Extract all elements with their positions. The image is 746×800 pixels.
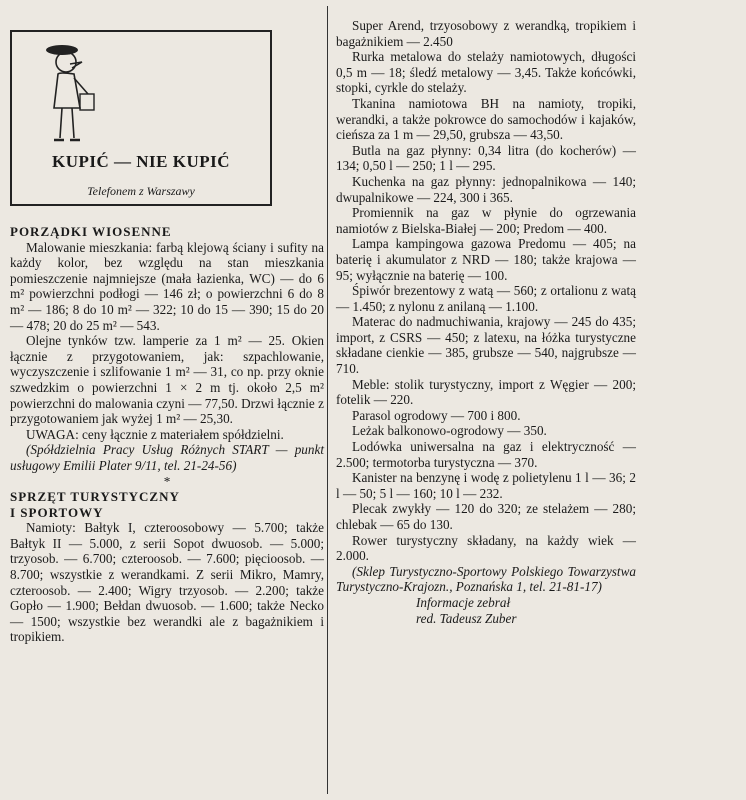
item-deck-chair: Leżak balkonowo-ogrodowy — 350. <box>352 423 547 439</box>
column-divider <box>327 6 328 794</box>
item-gas-heater: Promiennik na gaz w płynie do ogrzewania namiotów z Bielska-Białej — 200; Predom — 400. <box>336 205 636 236</box>
item-air-mattress: Materac do nadmuchiwania, krajowy — 245 do 435; import, z CSRS — 450; z latexu, na łóżka turystyczne składane cienkie — 385, grubsze — 540, najgrubsze — 710. <box>336 314 636 377</box>
item-gas-stove: Kuchenka na gaz płynny: jednopalnikowa — 140; dwupalnikowe — 224, 300 i 365. <box>336 173 636 205</box>
item-camping-lamp: Lampa kampingowa gazowa Predomu — 405; na baterię i akumulator z NRD — 180; także krajowa — 95; wyłącznie na baterię — 100. <box>336 236 636 283</box>
item-super-arend: Super Arend, trzyosobowy z werandką, tropikiem i bagażnikiem — 2.450 <box>336 18 636 49</box>
item-parasol: Parasol ogrodowy — 700 i 800. <box>352 407 521 423</box>
section-heading-tourist-gear-line2: I SPORTOWY <box>10 504 104 520</box>
item-sleeping-bag: Śpiwór brezentowy z watą — 560; z ortalionu z watą — 1.450; z nylonu z anilaną — 1.100. <box>336 283 636 314</box>
item-gas-bottle: Butla na gaz płynny: 0,34 litra (do kocherów) — 134; 0,50 l — 250; 1 l — 295. <box>336 142 636 174</box>
left-column <box>10 0 324 645</box>
item-canister: Kanister na benzynę i wodę z polietylenu 1 l — 36; 2 l — 50; 5 l — 160; 10 l — 232. <box>336 470 636 501</box>
item-metal-tube: Rurka metalowa do stelaży namiotowych, długości 0,5 m — 18; śledź metalowy — 3,45. Także końcówki, stopki, cyrkle do stelaży. <box>336 49 636 96</box>
credit-collected: Informacje zebrał <box>416 594 511 610</box>
column-subtitle: Telefonem z Warszawy <box>87 184 195 198</box>
paragraph-tents: Namioty: Bałtyk I, czteroosobowy — 5.700; także Bałtyk II — 5.000, z serii Sopot dwuosob. — 5.000; trzyosob. — 6.700; czteroosob. — 7.600; pięcioosob. — 8.700; wszystkie z werandkami. Z serii Mikro, Mamry, czteroosob. — 2.400; Wigry trzyosob. — 2.200; także Gopło — 1.900; Bełdan dwuosob. — 1.600; także Necko — 1500; wszystkie bez werandki ale z bagażnikiem i tropikiem. <box>10 520 324 645</box>
source-start-cooperative: (Spółdzielnia Pracy Usług Różnych START — punkt usługowy Emilii Plater 9/11, tel. 21-24-56) <box>10 442 324 473</box>
section-heading-spring-cleaning: PORZĄDKI WIOSENNE <box>10 224 172 239</box>
paragraph-note: UWAGA: ceny łącznie z materiałem spółdzielni. <box>26 426 284 442</box>
item-tent-fabric: Tkanina namiotowa BH na namioty, tropiki, werandki, a także pokrowce do samochodów i kajaków, cieńsza za 1 m — 29,50, grubsza — 43,50. <box>336 95 636 143</box>
section-separator-star: * <box>163 473 171 489</box>
column-title: KUPIĆ — NIE KUPIĆ <box>51 152 231 171</box>
item-backpack: Plecak zwykły — 120 do 320; ze stelażem — 280; chlebak — 65 do 130. <box>336 501 636 532</box>
right-column <box>336 0 636 626</box>
paragraph-painting-prices: Malowanie mieszkania: farbą klejową ściany i sufity na każdy kolor, bez względu na stan mieszkania pomieszczenie najmniejsze (mała łazienka, WC) — do 6 m² powierzchni podłogi — 146 zł; o powierzchni 6 do 8 m² — 186; 8 do 10 m² — 322; 10 do 15 — 390; 15 do 20 — 478; 20 do 25 m² — 543. <box>10 239 324 333</box>
item-furniture: Meble: stolik turystyczny, import z Węgier — 200; fotelik — 220. <box>336 376 636 408</box>
item-fridge: Lodówka uniwersalna na gaz i elektryczność — 2.500; termotorba turystyczna — 370. <box>336 439 636 470</box>
credit-editor: red. Tadeusz Zuber <box>416 610 517 626</box>
paragraph-oil-painting-prices: Olejne tynków tzw. lamperie za 1 m² — 25. Okien łącznie z przygotowaniem, jak: szpachlowanie, wyczyszczenie i szlifowanie 1 m² — 31, co np. przy oknie szwedzkim o powierzchni 1 × 2 m tj. około 2,5 m² powierzchni do malowania czyni — 77,50. Drzwi łącznie z przygotowaniem jak wyżej 1 m² — 25,30. <box>10 333 324 427</box>
item-bicycle: Rower turystyczny składany, na każdy wiek — 2.000. <box>336 532 636 564</box>
source-tourist-shop: (Sklep Turystyczno-Sportowy Polskiego Towarzystwa Turystyczno-Krajozn., Poznańska 1, tel. 21-81-17) <box>336 563 636 595</box>
section-heading-tourist-gear: SPRZĘT TURYSTYCZNY <box>10 489 180 505</box>
